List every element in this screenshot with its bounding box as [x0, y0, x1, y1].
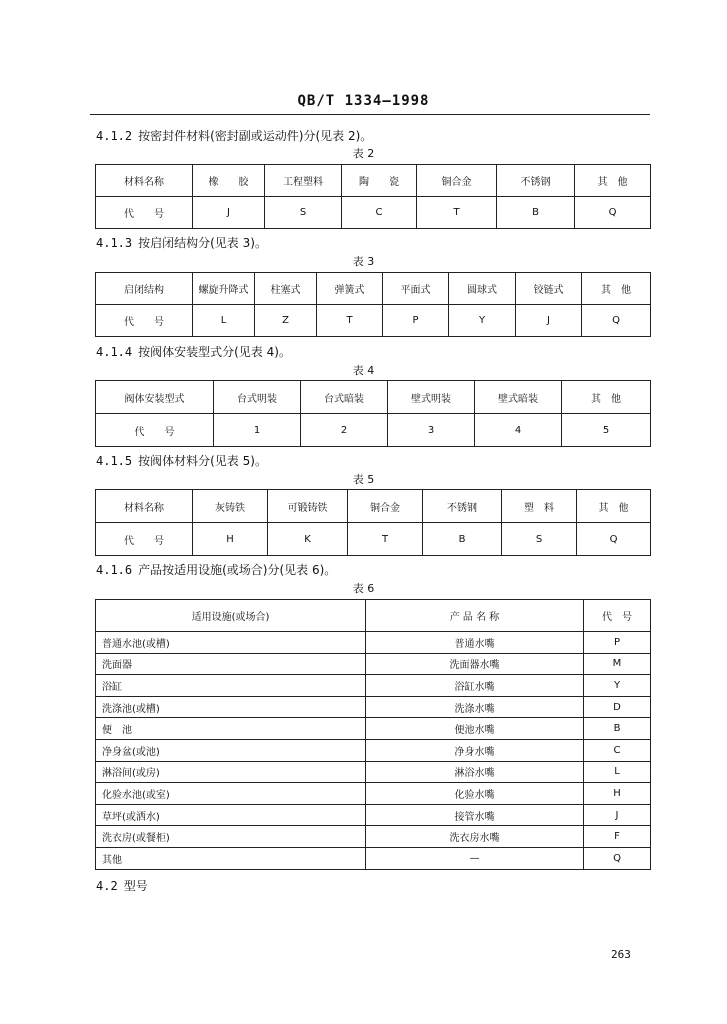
table-cell: 其 他 [577, 490, 651, 523]
column-header: 代 号 [584, 600, 651, 632]
table-row [96, 632, 651, 654]
table-cell: 洗面器 [96, 653, 366, 675]
table3-caption: 表 3 [352, 255, 375, 268]
table6-caption: 表 6 [352, 582, 375, 595]
table-cell: M [584, 653, 651, 675]
document-header: QB/T 1334—1998 [297, 93, 430, 109]
table-row [96, 653, 651, 675]
table-cell: 圆球式 [449, 273, 516, 305]
table-cell: 材料名称 [96, 165, 193, 197]
table-cell: 草坪(或洒水) [96, 804, 366, 826]
table-cell: P [383, 305, 449, 337]
section-text: 型号 [123, 879, 148, 893]
table-cell: 壁式暗装 [475, 381, 562, 414]
table-cell: 弹簧式 [317, 273, 383, 305]
table-cell: B [584, 718, 651, 740]
table-cell: 净身盆(或池) [96, 739, 366, 761]
table-cell: D [584, 696, 651, 718]
table-6 [95, 599, 651, 870]
table-row [96, 381, 651, 414]
table-cell: 其他 [96, 847, 366, 869]
table-row [96, 305, 651, 337]
table-cell: Y [449, 305, 516, 337]
table-cell: Q [577, 523, 651, 556]
table-cell: 其 他 [582, 273, 651, 305]
table-cell: 净身水嘴 [366, 739, 584, 761]
section-text: 按启闭结构分(见表 3)。 [138, 236, 267, 250]
table-cell: 代 号 [96, 305, 193, 337]
table-cell: 柱塞式 [255, 273, 317, 305]
table-cell: C [342, 197, 417, 229]
table-cell: 3 [388, 414, 475, 447]
section-heading-4-1-6 [96, 561, 336, 578]
table-cell: Q [582, 305, 651, 337]
table-cell: B [497, 197, 575, 229]
section-text: 产品按适用设施(或场合)分(见表 6)。 [138, 563, 337, 577]
table-row [96, 739, 651, 761]
table-cell: 洗涤池(或槽) [96, 696, 366, 718]
table-cell: 淋浴间(或房) [96, 761, 366, 783]
table-cell: — [366, 847, 584, 869]
table-cell: 其 他 [575, 165, 651, 197]
table-cell: 灰铸铁 [193, 490, 268, 523]
table-cell: 代 号 [96, 414, 214, 447]
table-cell: 塑 料 [502, 490, 577, 523]
table-cell: L [193, 305, 255, 337]
table-cell: 工程塑料 [265, 165, 342, 197]
table-cell: 不锈钢 [423, 490, 502, 523]
table-cell: C [584, 739, 651, 761]
table-cell: 代 号 [96, 197, 193, 229]
table-cell: 其 他 [562, 381, 651, 414]
table-cell: Q [575, 197, 651, 229]
table-cell: 洗涤水嘴 [366, 696, 584, 718]
column-header: 适用设施(或场合) [96, 600, 366, 632]
table-cell: 铰链式 [516, 273, 582, 305]
column-header: 产 品 名 称 [366, 600, 584, 632]
section-heading-4-1-4 [96, 343, 291, 360]
table-row [96, 804, 651, 826]
table-cell: B [423, 523, 502, 556]
table-cell: Z [255, 305, 317, 337]
table-cell: T [417, 197, 497, 229]
section-number: 4.1.3 [96, 236, 133, 250]
table-row [96, 490, 651, 523]
table-cell: Y [584, 675, 651, 697]
table-row [96, 523, 651, 556]
table-cell: 普通水嘴 [366, 632, 584, 654]
table-cell: 4 [475, 414, 562, 447]
table-cell: Q [584, 847, 651, 869]
table-cell: 平面式 [383, 273, 449, 305]
table-cell: 代 号 [96, 523, 193, 556]
table-cell: J [584, 804, 651, 826]
table-row [96, 696, 651, 718]
table-cell: 普通水池(或槽) [96, 632, 366, 654]
table2-caption: 表 2 [352, 147, 375, 160]
table-row [96, 197, 651, 229]
table-cell: 2 [301, 414, 388, 447]
table-cell: 便 池 [96, 718, 366, 740]
table-cell: L [584, 761, 651, 783]
table-cell: H [584, 783, 651, 805]
table-cell: 化验水池(或室) [96, 783, 366, 805]
section-number: 4.1.4 [96, 345, 133, 359]
table-cell: 接管水嘴 [366, 804, 584, 826]
table-row [96, 414, 651, 447]
table-cell: 1 [214, 414, 301, 447]
table-cell: J [193, 197, 265, 229]
table-cell: 铜合金 [348, 490, 423, 523]
table-cell: T [317, 305, 383, 337]
table-2 [95, 164, 651, 229]
table-cell: F [584, 826, 651, 848]
table5-caption: 表 5 [352, 473, 375, 486]
section-heading-4-1-3 [96, 234, 267, 251]
table-row [96, 826, 651, 848]
table-cell: 橡 胶 [193, 165, 265, 197]
table-cell: S [502, 523, 577, 556]
table-cell: 淋浴水嘴 [366, 761, 584, 783]
table-cell: H [193, 523, 268, 556]
table-5 [95, 489, 651, 556]
section-number: 4.1.6 [96, 563, 133, 577]
section-heading-4-1-5 [96, 452, 267, 469]
table-row [96, 165, 651, 197]
table-cell: P [584, 632, 651, 654]
section-heading-4-1-2 [96, 127, 372, 144]
table-cell: K [268, 523, 348, 556]
table-header-row [96, 600, 651, 632]
table-row [96, 761, 651, 783]
table-cell: J [516, 305, 582, 337]
page-number: 263 [611, 948, 631, 961]
table-cell: T [348, 523, 423, 556]
table-cell: 陶 瓷 [342, 165, 417, 197]
table-cell: 可锻铸铁 [268, 490, 348, 523]
table-row [96, 718, 651, 740]
table-cell: 洗衣房(或餐柜) [96, 826, 366, 848]
section-number: 4.1.2 [96, 129, 133, 143]
table-cell: 洗衣房水嘴 [366, 826, 584, 848]
table-cell: 浴缸水嘴 [366, 675, 584, 697]
table-cell: 便池水嘴 [366, 718, 584, 740]
table-cell: S [265, 197, 342, 229]
table-cell: 5 [562, 414, 651, 447]
table-row [96, 847, 651, 869]
section-text: 按密封件材料(密封副或运动件)分(见表 2)。 [138, 129, 373, 143]
table-cell: 启闭结构 [96, 273, 193, 305]
section-number: 4.2 [96, 879, 118, 893]
table-cell: 壁式明装 [388, 381, 475, 414]
section-number: 4.1.5 [96, 454, 133, 468]
table-cell: 材料名称 [96, 490, 193, 523]
table-cell: 螺旋升降式 [193, 273, 255, 305]
table-cell: 阀体安装型式 [96, 381, 214, 414]
table-cell: 铜合金 [417, 165, 497, 197]
table-cell: 不锈钢 [497, 165, 575, 197]
header-rule [90, 114, 650, 115]
table-row [96, 783, 651, 805]
table4-caption: 表 4 [352, 364, 375, 377]
table-row [96, 675, 651, 697]
table-4 [95, 380, 651, 447]
section-text: 按阀体材料分(见表 5)。 [138, 454, 267, 468]
table-cell: 台式明装 [214, 381, 301, 414]
table-cell: 浴缸 [96, 675, 366, 697]
section-text: 按阀体安装型式分(见表 4)。 [138, 345, 291, 359]
table-cell: 台式暗装 [301, 381, 388, 414]
table-3 [95, 272, 651, 337]
table-row [96, 273, 651, 305]
section-heading-4-2 [96, 877, 148, 894]
table-cell: 洗面器水嘴 [366, 653, 584, 675]
table-cell: 化验水嘴 [366, 783, 584, 805]
